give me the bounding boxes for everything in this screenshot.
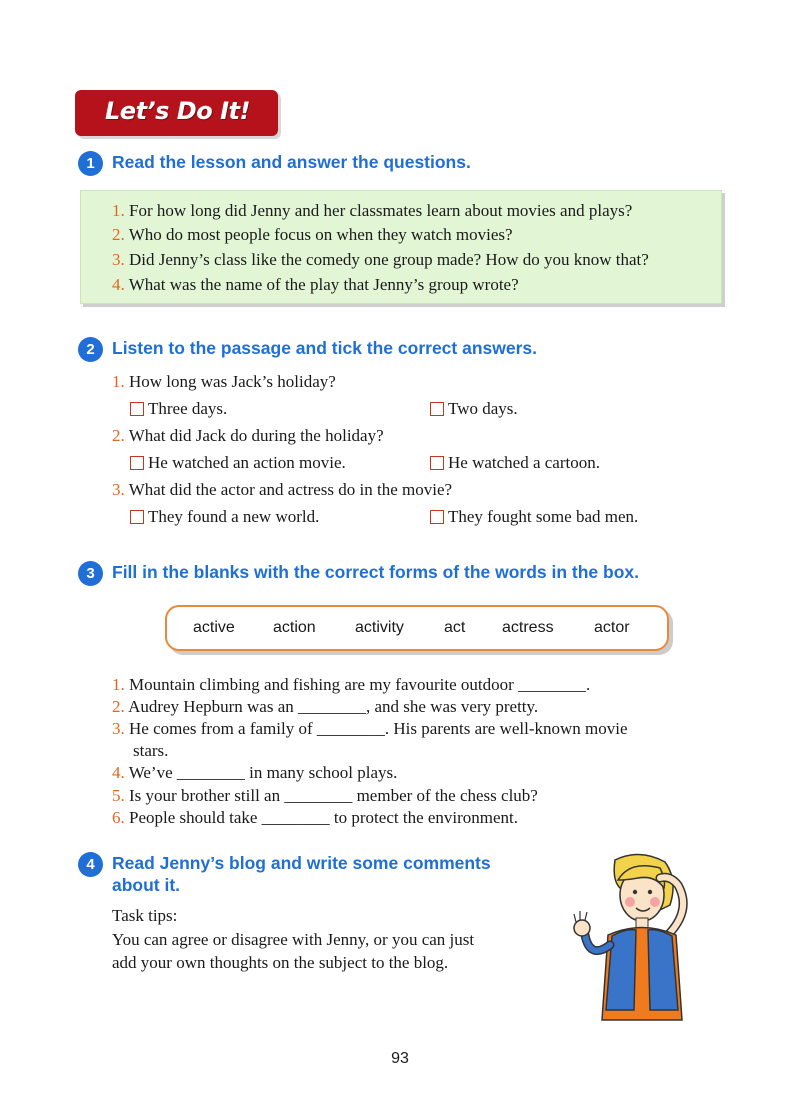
- section-title: Read Jenny’s blog and write some comments about it.: [112, 853, 491, 895]
- question-item: 2. Who do most people focus on when they watch movies?: [112, 225, 513, 244]
- section-4-heading: [78, 852, 491, 896]
- section-1-heading: [78, 151, 471, 176]
- section-2-heading: [78, 337, 537, 362]
- answer-option[interactable]: Two days.: [430, 397, 518, 421]
- answer-option[interactable]: He watched a cartoon.: [430, 451, 600, 475]
- word-box: [165, 605, 669, 651]
- section-title: Read the lesson and answer the questions.: [112, 152, 471, 172]
- word-item: actor: [594, 619, 630, 636]
- section-number-badge: 3: [78, 561, 103, 586]
- section-title: Fill in the blanks with the correct forms of the words in the box.: [112, 562, 639, 582]
- page-number: 93: [391, 1050, 409, 1067]
- checkbox[interactable]: [130, 402, 144, 416]
- section-number-badge: 4: [78, 852, 103, 877]
- girl-thinking-illustration: [560, 850, 710, 1030]
- sentence-item: 5. Is your brother still an ________ member of the chess club?: [112, 786, 538, 805]
- section-title: Listen to the passage and tick the correct answers.: [112, 338, 537, 358]
- task-tips-label: Task tips:: [112, 906, 178, 925]
- word-item: active: [193, 619, 235, 636]
- task-tips-text: You can agree or disagree with Jenny, or you can just: [112, 930, 475, 949]
- answer-option[interactable]: They found a new world.: [130, 505, 319, 529]
- section-3-heading: [78, 561, 639, 586]
- task-tips-text: add your own thoughts on the subject to the blog.: [112, 953, 449, 972]
- word-item: activity: [355, 619, 404, 636]
- checkbox[interactable]: [430, 456, 444, 470]
- checkbox[interactable]: [430, 402, 444, 416]
- question-item: 3. What did the actor and actress do in the movie?: [112, 480, 453, 499]
- question-item: 3. Did Jenny’s class like the comedy one group made? How do you know that?: [112, 250, 649, 269]
- word-item: act: [444, 619, 466, 636]
- sentence-continuation: stars.: [133, 741, 169, 760]
- section-number-badge: 2: [78, 337, 103, 362]
- answer-option[interactable]: He watched an action movie.: [130, 451, 346, 475]
- word-item: action: [273, 619, 316, 636]
- word-item: actress: [502, 619, 554, 636]
- question-item: 1. For how long did Jenny and her classmates learn about movies and plays?: [112, 201, 633, 220]
- section-number-badge: 1: [78, 151, 103, 176]
- checkbox[interactable]: [430, 510, 444, 524]
- question-item: 2. What did Jack do during the holiday?: [112, 426, 384, 445]
- banner-title: Let’s Do It!: [105, 97, 250, 125]
- sentence-item: 2. Audrey Hepburn was an ________, and she was very pretty.: [112, 697, 539, 716]
- answer-option[interactable]: Three days.: [130, 397, 227, 421]
- checkbox[interactable]: [130, 510, 144, 524]
- checkbox[interactable]: [130, 456, 144, 470]
- sentence-item: 6. People should take ________ to protect the environment.: [112, 808, 519, 827]
- sentence-item: 3. He comes from a family of ________. His parents are well-known movie: [112, 719, 628, 738]
- sentence-item: 4. We’ve ________ in many school plays.: [112, 763, 398, 782]
- lets-do-it-banner: [75, 90, 278, 136]
- question-item: 1. How long was Jack’s holiday?: [112, 372, 336, 391]
- question-item: 4. What was the name of the play that Jenny’s group wrote?: [112, 275, 519, 294]
- answer-option[interactable]: They fought some bad men.: [430, 505, 638, 529]
- sentence-item: 1. Mountain climbing and fishing are my favourite outdoor ________.: [112, 675, 591, 694]
